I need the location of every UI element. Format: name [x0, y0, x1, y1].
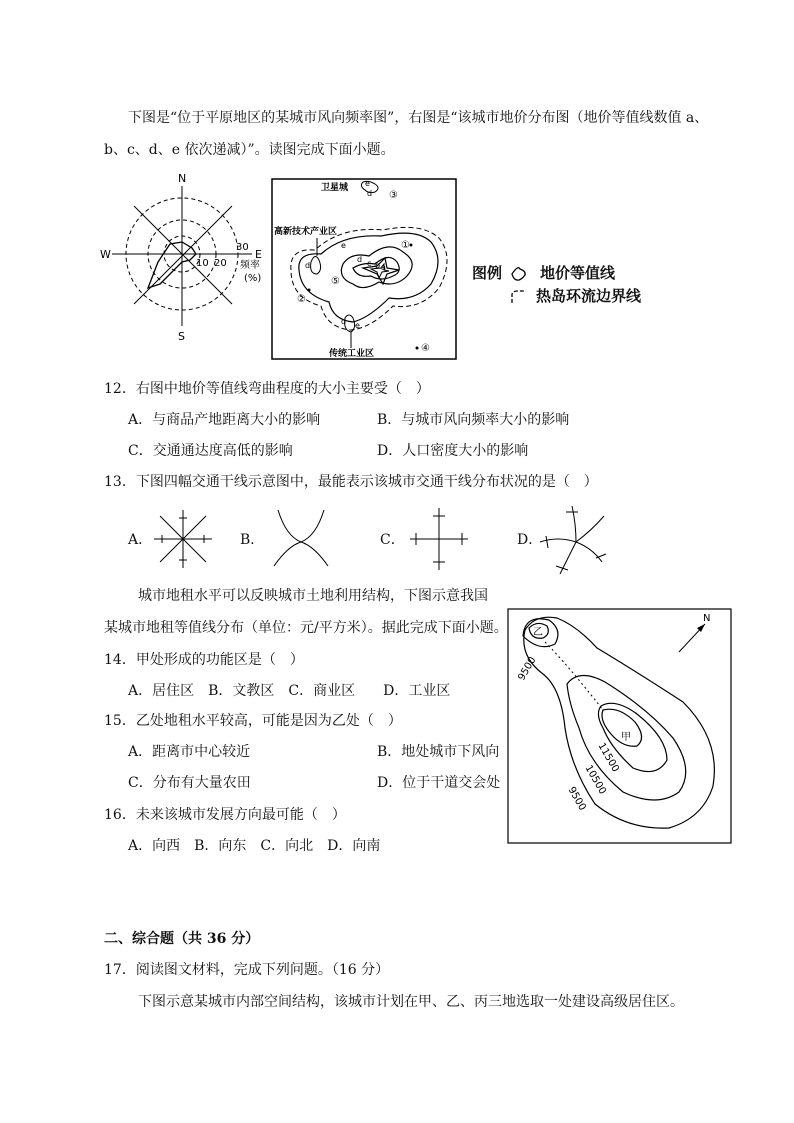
- contour-9500-top: 9500: [516, 655, 539, 683]
- ring-20: 20: [214, 258, 227, 269]
- contour-10500: 10500: [582, 763, 608, 797]
- wind-e: E: [255, 248, 262, 261]
- section2-title: 二、综合题（共 36 分）: [104, 931, 260, 947]
- q13-c-label: C．: [380, 532, 405, 548]
- label-b: b: [375, 261, 381, 270]
- industry-label: 传统工业区: [329, 349, 375, 359]
- intro-line-2: b、c、d、e 依次递减）”。读图完成下面小题。: [104, 142, 395, 158]
- circle-1: ①: [401, 240, 410, 251]
- q12-a: A．与商品产地距离大小的影响: [128, 412, 321, 428]
- legend-contour-icon: [508, 263, 530, 285]
- q13-diagram-c: [406, 506, 472, 572]
- q13-d-label: D．: [517, 532, 543, 548]
- q13-b-label: B．: [240, 532, 265, 548]
- q15-a: A．距离市中心较近: [128, 744, 251, 760]
- label-a: a: [381, 263, 386, 272]
- satellite-label: 卫星城: [321, 183, 349, 193]
- q14-stem: 14．甲处形成的功能区是（ ）: [104, 652, 304, 668]
- q17-desc: 下图示意某城市内部空间结构，该城市计划在甲、乙、丙三地选取一处建设高级居住区。: [138, 994, 684, 1010]
- label-d: d: [357, 255, 363, 264]
- ring-10: 10: [196, 258, 209, 269]
- city-land-price-map: [271, 178, 457, 360]
- q13-stem: 13．下图四幅交通干线示意图中，最能表示该城市交通干线分布状况的是（ ）: [104, 474, 598, 490]
- hitech-e: e: [341, 241, 346, 250]
- legend-heat: 热岛环流边界线: [536, 287, 642, 305]
- q15-b: B．地处城市下风向: [377, 744, 500, 760]
- q12-stem: 12．右图中地价等值线弯曲程度的大小主要受（ ）: [104, 381, 430, 397]
- q12-c: C．交通通达度高低的影响: [128, 443, 293, 459]
- intro-line-1: 下图是“位于平原地区的某城市风向频率图”，右图是“该城市地价分布图（地价等值线数值 a、: [128, 110, 709, 126]
- ring-30: 30: [236, 242, 249, 253]
- freq-label: 频率: [240, 260, 260, 271]
- wind-rose-figure: [100, 170, 270, 343]
- q14-options: A．居住区 B．文教区 C．商业区 D．工业区: [128, 683, 451, 699]
- rent-intro-2: 某城市地租等值线分布（单位：元/平方米）。据此完成下面小题。: [104, 620, 508, 636]
- contour-9500-bottom: 9500: [565, 785, 588, 813]
- q17-stem: 17．阅读图文材料，完成下列问题。（16 分）: [104, 962, 390, 978]
- q15-d: D．位于干道交会处: [377, 775, 501, 791]
- sat-e: e: [365, 179, 370, 188]
- q15-stem: 15．乙处地租水平较高，可能是因为乙处（ ）: [104, 713, 402, 729]
- rent-contour-map: [507, 608, 732, 844]
- ind-d: d: [341, 317, 347, 326]
- wind-s: S: [178, 330, 185, 343]
- q13-diagram-a: [152, 508, 214, 570]
- ind-e: e: [355, 321, 360, 330]
- q12-b: B．与城市风向频率大小的影响: [377, 412, 570, 428]
- q13-a-label: A．: [128, 532, 153, 548]
- q16-options: A．向西 B．向东 C．向北 D．向南: [128, 838, 381, 854]
- hitech-label: 高新技术产业区: [274, 227, 338, 237]
- circle-2: ②: [297, 294, 306, 305]
- circle-5: ⑤: [331, 276, 340, 287]
- contour-11500: 11500: [595, 741, 621, 775]
- legend-contour: 地价等值线: [540, 264, 616, 282]
- q15-c: C．分布有大量农田: [128, 775, 251, 791]
- north-label: N: [703, 613, 711, 624]
- jia-label: 甲: [621, 732, 631, 743]
- legend-heat-icon: [508, 287, 530, 307]
- rent-intro-1: 城市地租水平可以反映城市土地利用结构，下图示意我国: [138, 588, 488, 604]
- q13-diagram-d: [536, 502, 616, 576]
- yi-label: 乙: [533, 627, 543, 638]
- wind-n: N: [178, 172, 187, 185]
- freq-unit: (%): [244, 273, 262, 284]
- circle-4: ④: [421, 343, 430, 354]
- legend-title: 图例: [472, 264, 503, 282]
- label-c: c: [367, 259, 372, 268]
- q12-d: D．人口密度大小的影响: [377, 443, 529, 459]
- q13-diagram-b: [268, 506, 334, 572]
- circle-3: ③: [389, 190, 398, 201]
- q16-stem: 16．未来该城市发展方向最可能（ ）: [104, 807, 346, 823]
- hitech-d: d: [305, 261, 311, 270]
- sat-d: d: [367, 189, 373, 198]
- wind-w: W: [100, 248, 111, 261]
